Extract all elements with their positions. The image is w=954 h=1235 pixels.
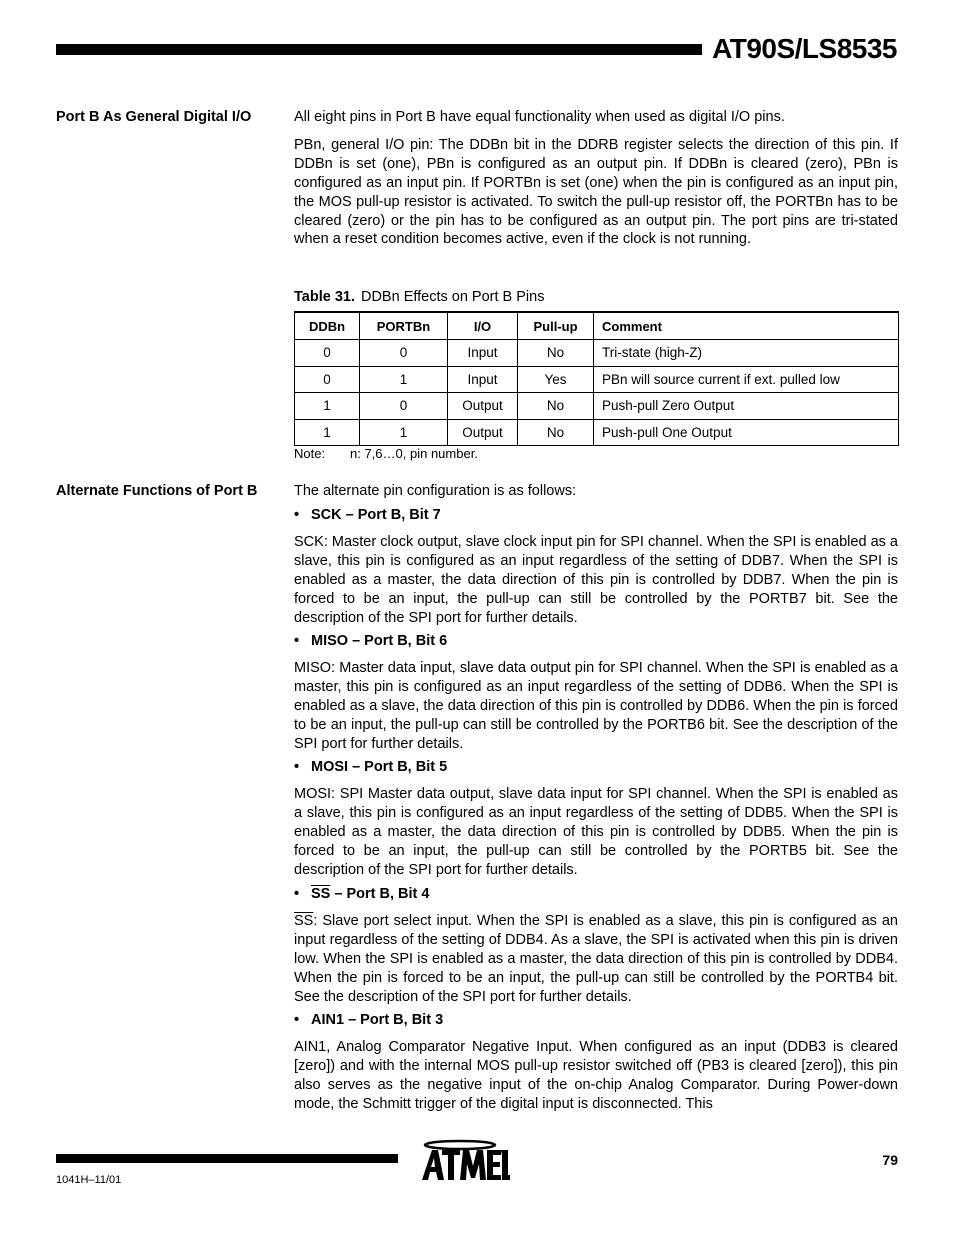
table-cell: 1 xyxy=(360,419,448,446)
table-cell: 0 xyxy=(295,366,360,393)
table-header-row xyxy=(295,312,899,340)
table-cell: 0 xyxy=(360,340,448,367)
table-caption-text: DDBn Effects on Port B Pins xyxy=(360,289,545,305)
table-row xyxy=(295,340,899,367)
bullet-glyph: • xyxy=(294,633,300,649)
table-cell: 1 xyxy=(295,419,360,446)
section-heading-port-b-io: Port B As General Digital I/O xyxy=(56,109,252,125)
table-cell: No xyxy=(518,393,594,420)
table-cell: 1 xyxy=(295,393,360,420)
table-cell: Input xyxy=(448,366,518,393)
bullet-ain1 xyxy=(294,1011,443,1029)
table-cell: PBn will source current if ext. pulled low xyxy=(594,366,899,393)
table-cell: Tri-state (high-Z) xyxy=(594,340,899,367)
column-header: DDBn xyxy=(295,312,360,340)
table-cell: Yes xyxy=(518,366,594,393)
bullet-glyph: • xyxy=(294,507,300,523)
paragraph: SCK: Master clock output, slave clock input pin for SPI channel. When the SPI is enabled as a slave, this pin is configured as an input regardless of the setting of DDB7. When the SPI is enabled as a master, the data direction of this pin is controlled by DDB7. When the pin is forced to be an input, the pull-up can still be controlled by the PORTB7 bit. See the description of the SPI port for further details. xyxy=(294,534,898,626)
table-caption-label: Table 31. xyxy=(294,289,355,305)
table-cell: No xyxy=(518,419,594,446)
column-header: I/O xyxy=(448,312,518,340)
table-note xyxy=(294,446,478,462)
alternate-functions-intro xyxy=(294,482,898,501)
table-row xyxy=(295,419,899,446)
logo-text: ATMEL xyxy=(410,1138,414,1139)
table-cell: Push-pull One Output xyxy=(594,419,899,446)
table-cell: 0 xyxy=(295,340,360,367)
column-header: Pull-up xyxy=(518,312,594,340)
section-heading-alternate-functions: Alternate Functions of Port B xyxy=(56,483,258,499)
paragraph: PBn, general I/O pin: The DDBn bit in the DDRB register selects the direction of this pin. If DDBn is set (one), PBn is configured as an output pin. If DDBn is cleared (zero), PBn is configured as an input pin. If PORTBn is set (one) when the pin is configured as an input pin, the MOS pull-up resistor is activated. To switch the pull-up resistor off, the PORTBn has to be cleared (zero) or the pin has to be configured as an output pin. The port pins are tri-stated when a reset condition becomes active, even if the clock is not running. xyxy=(294,136,898,248)
bullet-miso-body xyxy=(294,659,898,754)
section-port-b-io-body xyxy=(294,108,898,249)
paragraph: All eight pins in Port B have equal functionality when used as digital I/O pins. xyxy=(294,109,785,125)
bullet-mosi xyxy=(294,758,447,776)
bullet-title: MISO – Port B, Bit 6 xyxy=(311,633,448,649)
page-number: 79 xyxy=(882,1152,898,1168)
bullet-glyph: • xyxy=(294,886,300,902)
bullet-ss xyxy=(294,885,429,903)
paragraph-text: : Slave port select input. When the SPI is enabled as a slave, this pin is configured as an input regardless of the setting of DDB4. As a slave, the SPI is activated when this pin is driven low. When the SPI is enabled as a master, the data direction of this pin is controlled by DDB4. When the pin is forced to be an input, the pull-up can still be controlled by the PORTB4 bit. See the description of the SPI port for further details. xyxy=(294,913,898,1005)
column-header: Comment xyxy=(594,312,899,340)
paragraph: MISO: Master data input, slave data output pin for SPI channel. When the SPI is enabled as a master, this pin is configured as an input regardless of the setting of DDB6. When the SPI is enabled as a slave, the data direction of this pin is controlled by DDB6. When the pin is forced to be an input, the pull-up can still be controlled by the PORTB6 bit. See the description of the SPI port for further details. xyxy=(294,660,898,752)
header-rule xyxy=(56,44,702,55)
table-row xyxy=(295,366,899,393)
table-row xyxy=(295,393,899,420)
paragraph: MOSI: SPI Master data output, slave data input for SPI channel. When the SPI is enabled as a slave, this pin is configured as an input regardless of the setting of DDB5. When the SPI is enabled as a master, the data direction of this pin is controlled by DDB5. When the pin is forced to be an input, the pull-up can still be controlled by the PORTB5 bit. See the description of the SPI port for further details. xyxy=(294,786,898,878)
bullet-title: MOSI – Port B, Bit 5 xyxy=(311,759,448,775)
note-label: Note: xyxy=(294,446,326,461)
bullet-ss-body xyxy=(294,912,898,1007)
table-cell: No xyxy=(518,340,594,367)
footer-rule xyxy=(56,1154,398,1163)
paragraph xyxy=(294,912,898,1007)
bullet-glyph: • xyxy=(294,1012,300,1028)
paragraph: The alternate pin configuration is as follows: xyxy=(294,483,577,499)
table-cell: Input xyxy=(448,340,518,367)
paragraph: AIN1, Analog Comparator Negative Input. When configured as an input (DDB3 is cleared [zero]) and with the internal MOS pull-up resistor switched off (PB3 is cleared [zero]), this pin also serves as the negative input of the on-chip Analog Comparator. During Power-down mode, the Schmitt trigger of the digital input is disconnected. This xyxy=(294,1039,898,1112)
bullet-title: – Port B, Bit 4 xyxy=(330,886,430,902)
table-cell: Output xyxy=(448,393,518,420)
signal-name-overlined: $\overline{SS}$ xyxy=(294,913,314,929)
bullet-miso xyxy=(294,632,447,650)
bullet-title: SCK – Port B, Bit 7 xyxy=(311,507,441,523)
column-header: PORTBn xyxy=(360,312,448,340)
table-cell: 1 xyxy=(360,366,448,393)
atmel-logo xyxy=(410,1138,510,1184)
bullet-sck-body xyxy=(294,533,898,628)
table-cell: Push-pull Zero Output xyxy=(594,393,899,420)
bullet-ain1-body xyxy=(294,1038,898,1114)
table-cell: 0 xyxy=(360,393,448,420)
document-title: AT90S/LS8535 xyxy=(712,33,897,64)
table-caption xyxy=(294,288,544,306)
note-text: n: 7,6…0, pin number. xyxy=(350,446,478,461)
bullet-title-overlined: $\overline{SS}$ xyxy=(311,886,331,902)
bullet-mosi-body xyxy=(294,785,898,880)
bullet-glyph: • xyxy=(294,759,300,775)
bullet-title: AIN1 – Port B, Bit 3 xyxy=(311,1012,444,1028)
ddbn-effects-table xyxy=(294,311,899,446)
document-code: 1041H–11/01 xyxy=(56,1174,122,1186)
bullet-sck xyxy=(294,506,441,524)
table-cell: Output xyxy=(448,419,518,446)
